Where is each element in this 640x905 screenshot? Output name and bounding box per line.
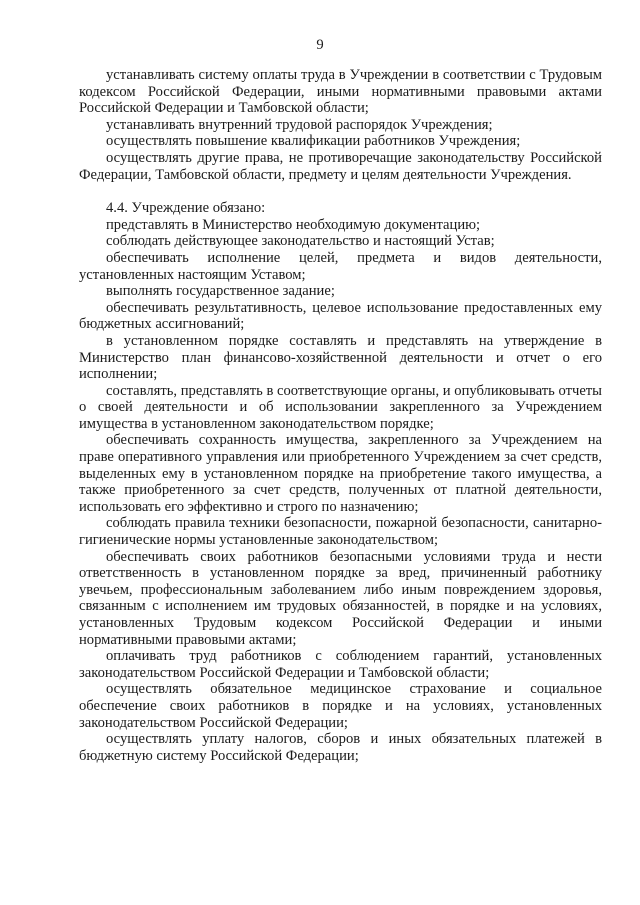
section-heading: 4.4. Учреждение обязано: [106, 200, 266, 217]
obligation-item: представлять в Министерство необходимую документацию; [106, 216, 481, 233]
obligation-item: составлять, представлять в соответствующие органы, и опубликовывать отчеты о своей деятельности и об использовании закрепленного за Учреждением имущества в установленном законодательством порядке; [79, 382, 602, 432]
obligation-item: обеспечивать своих работников безопасными условиями труда и нести ответственность в установленном порядке за вред, причиненный работнику увечьем, профессиональным заболеванием либо иным повреждением здоровья, связанным с исполнением им трудовых обязанностей, в порядке и на условиях, установленных Трудовым кодексом Российской Федерации и иными нормативными правовыми актами; [79, 548, 602, 648]
paragraph-qualification: осуществлять повышение квалификации работников Учреждения; [106, 133, 521, 150]
obligation-item: обеспечивать сохранность имущества, закрепленного за Учреждением на праве оперативного управления или приобретенного Учреждением за счет средств, выделенных ему в установленном порядке на приобретение такого имущества, а также приобретенного за счет средств, полученных от платной деятельности, использовать его эффективно и строго по назначению; [79, 432, 602, 515]
document-body [79, 67, 602, 764]
obligation-item: осуществлять обязательное медицинское страхование и социальное обеспечение своих работников в порядке и на условиях, установленных законодательством Российской Федерации; [79, 681, 602, 731]
obligation-item: соблюдать действующее законодательство и настоящий Устав; [106, 233, 495, 250]
obligation-item: осуществлять уплату налогов, сборов и иных обязательных платежей в бюджетную систему Российской Федерации; [79, 731, 602, 764]
obligation-item: оплачивать труд работников с соблюдением гарантий, установленных законодательством Российской Федерации и Тамбовской области; [79, 648, 602, 681]
page-number: 9 [316, 37, 324, 53]
paragraph-other-rights: осуществлять другие права, не противоречащие законодательству Российской Федерации, Тамбовской области, предмету и целям деятельности Учреждения. [79, 149, 602, 183]
obligation-item: соблюдать правила техники безопасности, пожарной безопасности, санитарно-гигиенические нормы установленные законодательством; [79, 515, 602, 549]
paragraph-pay-system: устанавливать систему оплаты труда в Учреждении в соответствии с Трудовым кодексом Российской Федерации, иными нормативными правовыми актами Российской Федерации и Тамбовской области; [79, 67, 602, 117]
obligation-item: обеспечивать результативность, целевое использование предоставленных ему бюджетных ассигнований; [79, 299, 602, 333]
paragraph-labor-rules: устанавливать внутренний трудовой распорядок Учреждения; [106, 116, 493, 133]
obligation-item: обеспечивать исполнение целей, предмета и видов деятельности, установленных настоящим Уставом; [79, 249, 602, 283]
obligation-item: в установленном порядке составлять и представлять на утверждение в Министерство план финансово-хозяйственной деятельности и отчет о его исполнении; [79, 332, 602, 383]
section-spacer [79, 183, 602, 200]
obligation-item: выполнять государственное задание; [106, 283, 335, 300]
